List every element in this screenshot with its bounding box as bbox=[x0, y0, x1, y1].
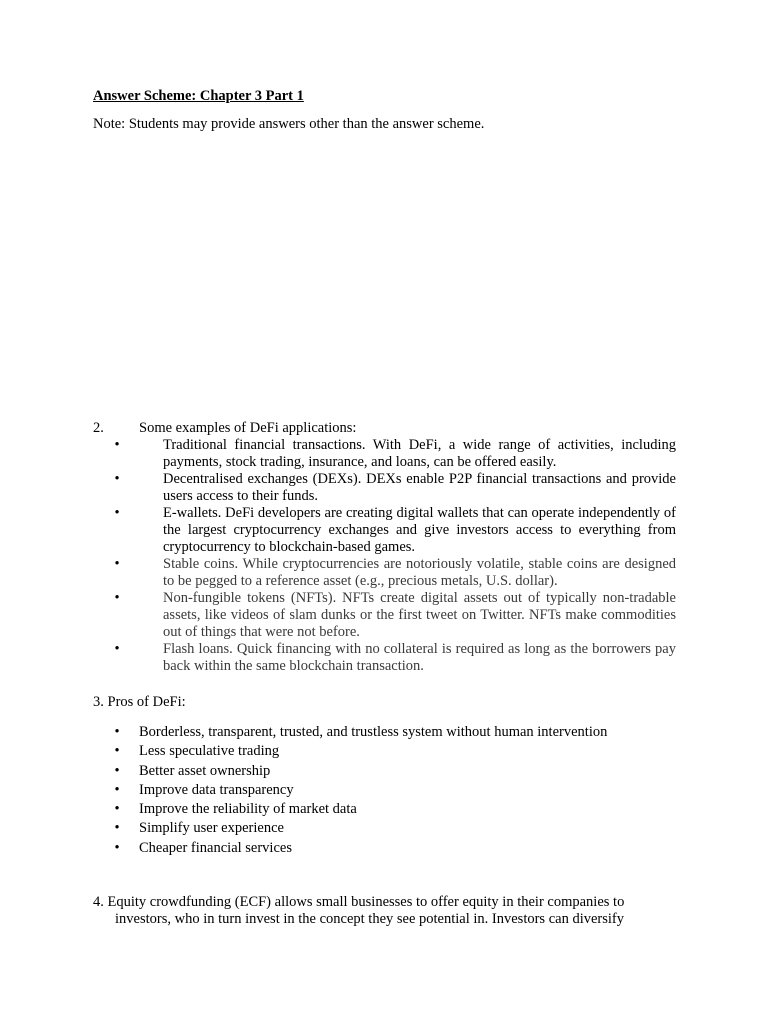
list-item bbox=[110, 437, 676, 471]
list-item-text: Borderless, transparent, trusted, and trustless system without human intervention bbox=[139, 724, 608, 740]
question-2-number: 2. bbox=[93, 420, 104, 436]
page-title: Answer Scheme: Chapter 3 Part 1 bbox=[93, 88, 304, 104]
list-item bbox=[110, 762, 607, 781]
list-item bbox=[110, 742, 607, 761]
bullet-icon: • bbox=[114, 724, 120, 740]
list-item-text: Cheaper financial services bbox=[139, 839, 292, 856]
list-item bbox=[110, 781, 607, 800]
list-item bbox=[110, 723, 607, 742]
bullet-icon: • bbox=[114, 556, 120, 572]
bullet-icon: • bbox=[114, 801, 120, 818]
bullet-icon: • bbox=[114, 437, 120, 453]
defi-applications-list bbox=[110, 437, 676, 675]
list-item-text: Improve data transparency bbox=[139, 781, 294, 798]
list-item bbox=[110, 819, 607, 838]
list-item bbox=[110, 471, 676, 505]
bullet-icon: • bbox=[114, 820, 120, 837]
list-item-text: Better asset ownership bbox=[139, 762, 271, 779]
bullet-icon: • bbox=[114, 641, 120, 657]
list-item-text: Traditional financial transactions. With DeFi, a wide range of activities, including payments, stock trading, insurance, and loans, can be offered easily. bbox=[163, 437, 676, 470]
list-item-text: Non-fungible tokens (NFTs). NFTs create digital assets out of typically non-tradable assets, like videos of slam dunks or the first tweet on Twitter. NFTs make commodities out of things that were not before. bbox=[163, 590, 676, 640]
bullet-icon: • bbox=[114, 743, 120, 760]
paragraph-line: investors, who in turn invest in the concept they see potential in. Investors can diversify bbox=[115, 911, 624, 927]
list-item-text: Flash loans. Quick financing with no collateral is required as long as the borrowers pay back within the same blockchain transaction. bbox=[163, 641, 676, 674]
bullet-icon: • bbox=[114, 781, 120, 798]
bullet-icon: • bbox=[114, 839, 120, 856]
list-item-text: Decentralised exchanges (DEXs). DEXs enable P2P financial transactions and provide users access to their funds. bbox=[163, 471, 676, 504]
list-item bbox=[110, 641, 676, 675]
list-item-text: Simplify user experience bbox=[139, 820, 284, 837]
bullet-icon: • bbox=[114, 471, 120, 487]
list-item-text: Improve the reliability of market data bbox=[139, 801, 357, 818]
defi-pros-list bbox=[110, 723, 607, 858]
question-4-paragraph bbox=[93, 894, 673, 928]
list-item-text: E-wallets. DeFi developers are creating digital wallets that can operate independently of the largest cryptocurrency exchanges and give investors access to everything from cryptocurrency to blockchain-based games. bbox=[163, 505, 676, 555]
list-item-text: Stable coins. While cryptocurrencies are notoriously volatile, stable coins are designed to be pegged to a reference asset (e.g., precious metals, U.S. dollar). bbox=[163, 556, 676, 589]
list-item bbox=[110, 556, 676, 590]
question-2-intro: Some examples of DeFi applications: bbox=[139, 420, 357, 436]
bullet-icon: • bbox=[114, 505, 120, 521]
bullet-icon: • bbox=[114, 590, 120, 606]
list-item-text: Less speculative trading bbox=[139, 743, 280, 760]
paragraph-line: 4. Equity crowdfunding (ECF) allows small businesses to offer equity in their companies to bbox=[93, 894, 625, 910]
list-item bbox=[110, 505, 676, 556]
list-item bbox=[110, 590, 676, 641]
list-item bbox=[110, 839, 607, 858]
list-item bbox=[110, 800, 607, 819]
answer-note: Note: Students may provide answers other than the answer scheme. bbox=[93, 116, 485, 132]
bullet-icon: • bbox=[114, 762, 120, 779]
question-3-heading: 3. Pros of DeFi: bbox=[93, 694, 186, 710]
